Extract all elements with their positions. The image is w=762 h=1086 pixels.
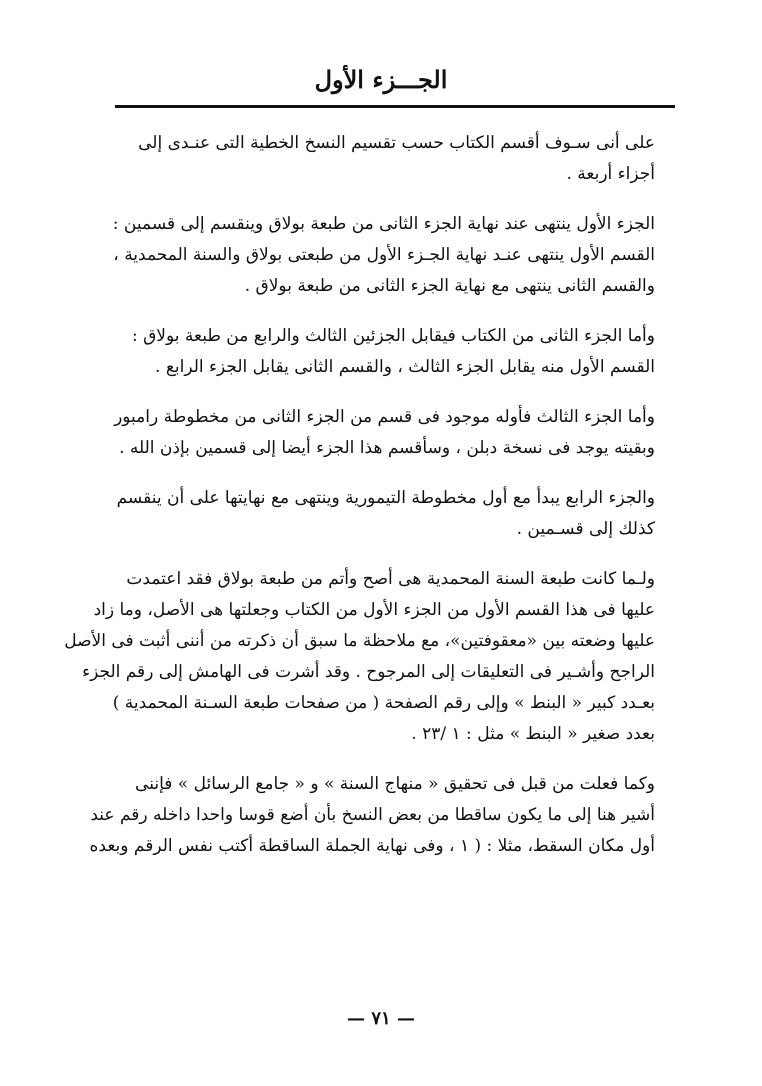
text-line: بعدد صغير « البنط » مثل : ١ /٢٣ . [411, 724, 655, 744]
text-line: وكما فعلت من قبل فى تحقيق « منهاج السنة » و « جامع الرسائل » فإننى [135, 774, 655, 794]
paragraph [116, 483, 655, 545]
text-line: والجزء الرابع يبدأ مع أول مخطوطة التيمورية وينتهى مع نهايتها على أن ينقسم [116, 488, 655, 508]
paragraph [114, 402, 655, 464]
paragraph [89, 769, 655, 862]
paragraph-gap [170, 383, 655, 402]
text-line: القسم الأول ينتهى عنـد نهاية الجـزء الأول من طبعتى بولاق والسنة المحمدية ، [113, 245, 655, 265]
body-text [64, 128, 655, 862]
running-header: الجـــزء الأول [314, 65, 448, 94]
paragraph [138, 128, 655, 190]
text-line: ولـما كانت طبعة السنة المحمدية هى أصح وأتم من طبعة بولاق فقد اعتمدت [126, 569, 655, 589]
text-line: أشير هنا إلى ما يكون ساقطا من بعض النسخ بأن أضع قوسا واحدا داخله رقم عند [90, 805, 655, 825]
text-line: وبقيته يوجد فى نسخة دبلن ، وسأقسم هذا الجزء أيضا إلى قسمين بإذن الله . [119, 438, 655, 458]
text-line: وأما الجزء الثالث فأوله موجود فى قسم من الجزء الثانى من مخطوطة رامبور [114, 407, 655, 427]
paragraph [131, 321, 655, 383]
page-number: — ٧١ — [347, 1008, 415, 1029]
text-line: أول مكان السقط، مثلا : ( ١ ، وفى نهاية الجملة الساقطة أكتب نفس الرقم وبعده [89, 836, 655, 856]
text-line: وأما الجزء الثانى من الكتاب فيقابل الجزئين الثالث والرابع من طبعة بولاق : [131, 326, 655, 346]
paragraph-gap [170, 545, 655, 564]
text-line: الجزء الأول ينتهى عند نهاية الجزء الثانى من طبعة بولاق وينقسم إلى قسمين : [112, 214, 655, 234]
header-rule [115, 105, 675, 108]
text-line: بعـدد كبير « البنط » وإلى رقم الصفحة ( من صفحات طبعة السـنة المحمدية ) [112, 693, 655, 713]
paragraph [112, 209, 655, 302]
text-line: عليها وضعته بين «معقوفتين»، مع ملاحظة ما سبق أن ذكرته من أننى أثبت فى الأصل [64, 631, 655, 651]
text-line: على أنى سـوف أقسم الكتاب حسب تقسيم النسخ الخطية التى عنـدى إلى [138, 133, 655, 153]
paragraph-gap [170, 190, 655, 209]
text-line: عليها فى هذا القسم الأول من الجزء الأول من الكتاب وجعلتها هى الأصل، وما زاد [93, 600, 655, 620]
paragraph-gap [170, 464, 655, 483]
text-line: القسم الأول منه يقابل الجزء الثالث ، والقسم الثانى يقابل الجزء الرابع . [155, 357, 655, 377]
paragraph-gap [170, 302, 655, 321]
text-line: كذلك إلى قسـمين . [516, 519, 655, 539]
paragraph [64, 564, 655, 750]
text-line: الراجح وأشـير فى التعليقات إلى المرجوح . وقد أشرت فى الهامش إلى رقم الجزء [82, 662, 655, 682]
paragraph-gap [170, 750, 655, 769]
text-line: والقسم الثانى ينتهى مع نهاية الجزء الثانى من طبعة بولاق . [244, 276, 655, 296]
text-line: أجزاء أربعة . [566, 164, 655, 184]
